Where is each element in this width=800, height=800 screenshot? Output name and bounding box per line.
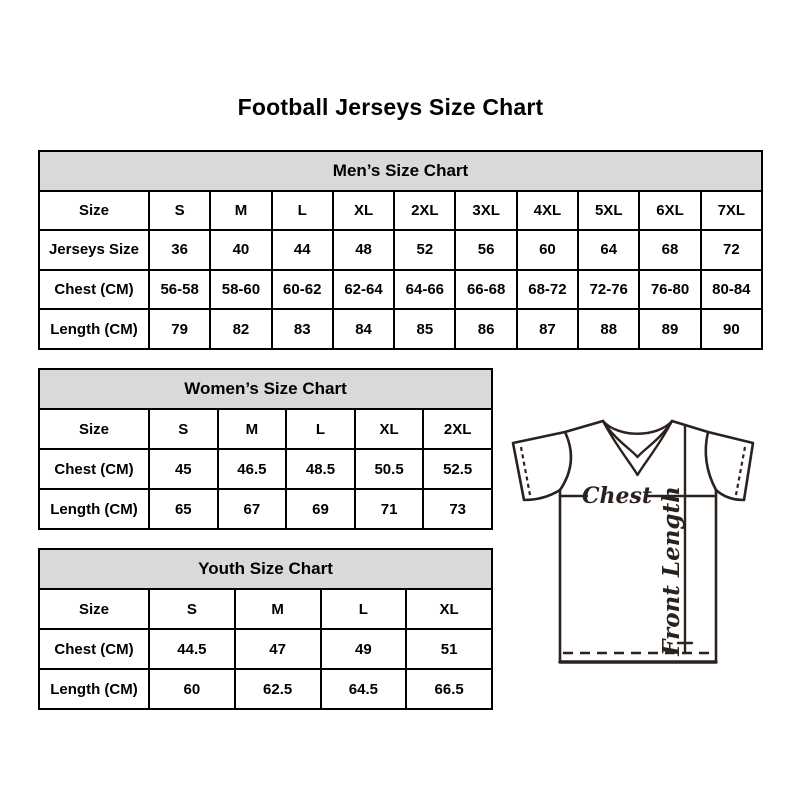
cell-value: 45 xyxy=(149,449,218,489)
cell-value: 3XL xyxy=(455,191,516,231)
page-title: Football Jerseys Size Chart xyxy=(237,94,544,120)
cell-value: 86 xyxy=(455,309,516,349)
cell-value: 60 xyxy=(149,669,235,709)
cell-value: 44 xyxy=(272,230,333,270)
cell-value: L xyxy=(321,589,407,629)
youth-size-table xyxy=(38,548,493,710)
table-row xyxy=(39,489,492,529)
cell-value: 71 xyxy=(355,489,424,529)
cell-value: 72-76 xyxy=(578,270,639,310)
cell-value: 68-72 xyxy=(517,270,578,310)
cell-value: XL xyxy=(333,191,394,231)
cell-value: 2XL xyxy=(394,191,455,231)
cell-value: L xyxy=(286,409,355,449)
table-row xyxy=(39,449,492,489)
cell-value: 4XL xyxy=(517,191,578,231)
womens-size-table xyxy=(38,368,493,530)
table-title-row xyxy=(39,549,492,589)
cell-value: 52.5 xyxy=(423,449,492,489)
collar-back-arc xyxy=(603,421,672,434)
measurement-lines xyxy=(560,425,716,653)
table-title: Women’s Size Chart xyxy=(39,369,492,409)
cell-value: 7XL xyxy=(701,191,762,231)
cell-value: 64 xyxy=(578,230,639,270)
table-title-row xyxy=(39,369,492,409)
cell-value: 62-64 xyxy=(333,270,394,310)
cell-value: 73 xyxy=(423,489,492,529)
cell-value: 6XL xyxy=(639,191,700,231)
cell-value: S xyxy=(149,589,235,629)
cell-value: 90 xyxy=(701,309,762,349)
cell-value: 49 xyxy=(321,629,407,669)
row-label: Chest (CM) xyxy=(39,270,149,310)
cell-value: 89 xyxy=(639,309,700,349)
cell-value: S xyxy=(149,191,210,231)
cell-value: 66-68 xyxy=(455,270,516,310)
cell-value: 52 xyxy=(394,230,455,270)
cell-value: 62.5 xyxy=(235,669,321,709)
cell-value: 76-80 xyxy=(639,270,700,310)
cell-value: 46.5 xyxy=(218,449,287,489)
cell-value: 80-84 xyxy=(701,270,762,310)
cell-value: 88 xyxy=(578,309,639,349)
mens-size-table xyxy=(38,150,763,350)
row-label: Size xyxy=(39,191,149,231)
cell-value: S xyxy=(149,409,218,449)
row-label: Length (CM) xyxy=(39,309,149,349)
left-armhole-seam xyxy=(560,432,571,490)
row-label: Size xyxy=(39,409,149,449)
cell-value: 40 xyxy=(210,230,271,270)
cell-value: 36 xyxy=(149,230,210,270)
chest-label: Chest xyxy=(581,483,653,509)
cell-value: XL xyxy=(406,589,492,629)
table-row xyxy=(39,230,762,270)
cell-value: 66.5 xyxy=(406,669,492,709)
row-label: Chest (CM) xyxy=(39,629,149,669)
cell-value: L xyxy=(272,191,333,231)
row-label: Length (CM) xyxy=(39,489,149,529)
cell-value: 56 xyxy=(455,230,516,270)
cell-value: 48 xyxy=(333,230,394,270)
cell-value: 83 xyxy=(272,309,333,349)
cell-value: 60-62 xyxy=(272,270,333,310)
table-row xyxy=(39,309,762,349)
row-label: Jerseys Size xyxy=(39,230,149,270)
cell-value: 48.5 xyxy=(286,449,355,489)
cell-value: 58-60 xyxy=(210,270,271,310)
cell-value: 64-66 xyxy=(394,270,455,310)
cell-value: M xyxy=(235,589,321,629)
cell-value: 84 xyxy=(333,309,394,349)
cell-value: 5XL xyxy=(578,191,639,231)
jersey-body xyxy=(560,490,716,662)
cell-value: 87 xyxy=(517,309,578,349)
table-row xyxy=(39,629,492,669)
cell-value: 60 xyxy=(517,230,578,270)
cell-value: 44.5 xyxy=(149,629,235,669)
cell-value: 2XL xyxy=(423,409,492,449)
cell-value: 64.5 xyxy=(321,669,407,709)
table-row xyxy=(39,409,492,449)
cell-value: 82 xyxy=(210,309,271,349)
cell-value: XL xyxy=(355,409,424,449)
right-armhole-seam xyxy=(706,432,716,490)
cell-value: 85 xyxy=(394,309,455,349)
table-title: Men’s Size Chart xyxy=(39,151,762,191)
table-row xyxy=(39,270,762,310)
cell-value: 56-58 xyxy=(149,270,210,310)
cell-value: 79 xyxy=(149,309,210,349)
cell-value: 68 xyxy=(639,230,700,270)
jersey-outline xyxy=(513,421,753,662)
cell-value: 69 xyxy=(286,489,355,529)
cell-value: M xyxy=(210,191,271,231)
cell-value: 72 xyxy=(701,230,762,270)
jersey-measurement-diagram xyxy=(504,396,776,696)
table-title-row xyxy=(39,151,762,191)
cell-value: 51 xyxy=(406,629,492,669)
cell-value: 47 xyxy=(235,629,321,669)
cell-value: 65 xyxy=(149,489,218,529)
table-title: Youth Size Chart xyxy=(39,549,492,589)
front-length-label: Front Length xyxy=(658,486,685,656)
row-label: Chest (CM) xyxy=(39,449,149,489)
row-label: Size xyxy=(39,589,149,629)
table-row xyxy=(39,589,492,629)
table-row xyxy=(39,669,492,709)
cell-value: 50.5 xyxy=(355,449,424,489)
cell-value: M xyxy=(218,409,287,449)
table-row xyxy=(39,191,762,231)
right-cuff-stitch-line xyxy=(736,447,745,495)
cell-value: 67 xyxy=(218,489,287,529)
row-label: Length (CM) xyxy=(39,669,149,709)
